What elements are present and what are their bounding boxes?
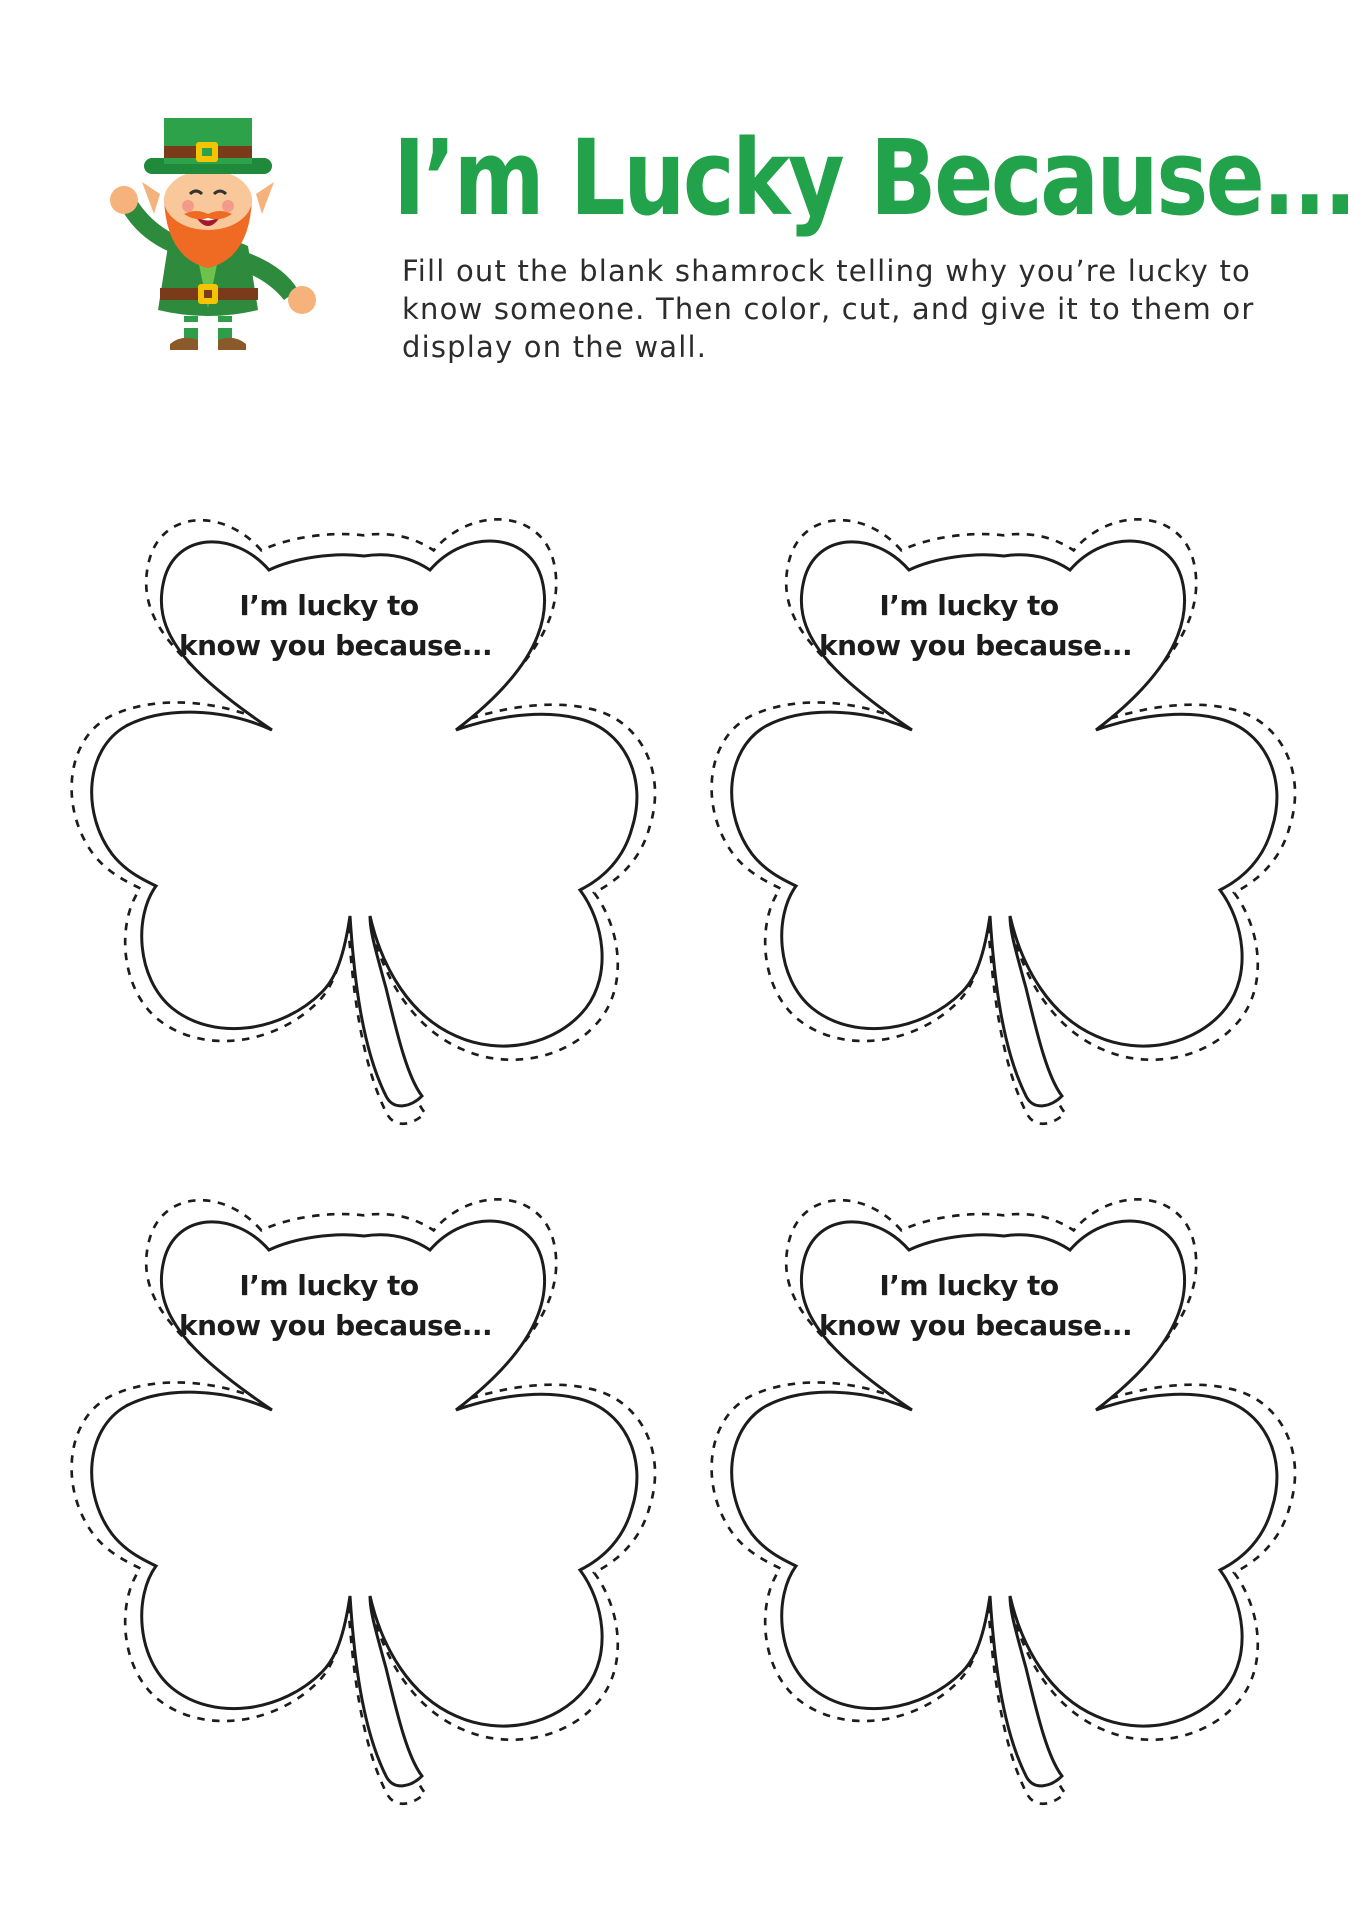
shamrock-prompt [179, 586, 493, 666]
prompt-line-2: know you because... [819, 629, 1133, 662]
shamrock-card-1 [64, 508, 694, 1168]
prompt-line-1: I’m lucky to [239, 589, 419, 622]
shamrock-card-2 [704, 508, 1334, 1168]
instructions-text: Fill out the blank shamrock telling why you’re lucky to know someone. Then color, cut, and give it to them or display on the wall. [402, 254, 1255, 364]
prompt-line-2: know you because... [179, 1309, 493, 1342]
prompt-line-2: know you because... [819, 1309, 1133, 1342]
leprechaun-icon [98, 118, 356, 364]
shamrock-card-3 [64, 1188, 694, 1848]
shamrock-prompt [819, 586, 1133, 666]
prompt-line-1: I’m lucky to [239, 1269, 419, 1302]
page-title: I’m Lucky Because... [393, 117, 1355, 239]
shamrock-prompt [819, 1266, 1133, 1346]
prompt-line-1: I’m lucky to [879, 1269, 1059, 1302]
prompt-line-2: know you because... [179, 629, 493, 662]
shamrock-prompt [179, 1266, 493, 1346]
shamrock-card-4 [704, 1188, 1334, 1848]
prompt-line-1: I’m lucky to [879, 589, 1059, 622]
